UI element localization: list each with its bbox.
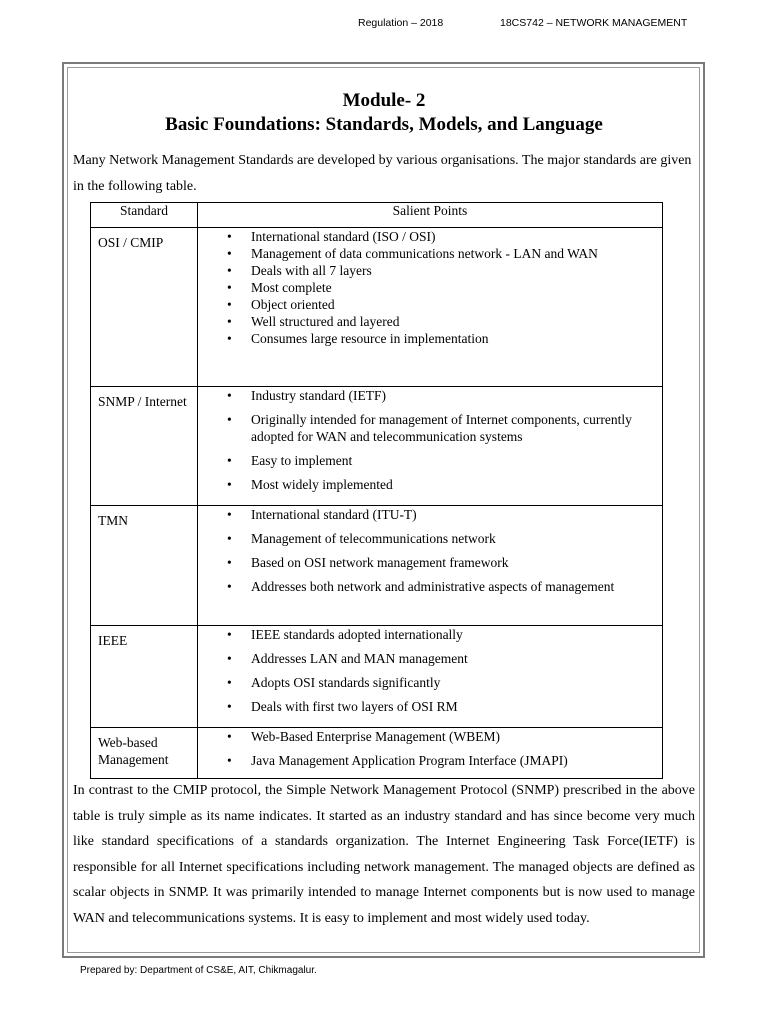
- list-item: • IEEE standards adopted internationally: [198, 626, 662, 643]
- table-row: [91, 626, 663, 728]
- list-item: • Management of telecommunications network: [198, 530, 662, 547]
- list-item: • Based on OSI network management framework: [198, 554, 662, 571]
- list-item: • Addresses both network and administrative aspects of management: [198, 578, 662, 595]
- list-item: • Most widely implemented: [198, 476, 662, 493]
- list-item: • Industry standard (IETF): [198, 387, 662, 404]
- list-item: • Easy to implement: [198, 452, 662, 469]
- column-header-salient-points: Salient Points: [198, 203, 663, 228]
- list-item: • Well structured and layered: [198, 313, 662, 330]
- list-item: • Consumes large resource in implementation: [198, 330, 662, 347]
- salient-points-cell: [198, 626, 663, 728]
- column-header-standard: Standard: [91, 203, 198, 228]
- standards-table: [90, 202, 663, 779]
- course-code-label: 18CS742 – NETWORK MANAGEMENT: [500, 17, 688, 29]
- list-item: • Deals with first two layers of OSI RM: [198, 698, 662, 715]
- table-row: [91, 387, 663, 506]
- page-footer: Prepared by: Department of CS&E, AIT, Chikmagalur.: [80, 965, 317, 976]
- list-item: • Web-Based Enterprise Management (WBEM): [198, 728, 662, 745]
- list-item: • Adopts OSI standards significantly: [198, 674, 662, 691]
- salient-points-cell: [198, 506, 663, 626]
- salient-points-cell: [198, 228, 663, 387]
- salient-points-cell: [198, 728, 663, 779]
- list-item: • Management of data communications network - LAN and WAN: [198, 245, 662, 262]
- table-header-row: [91, 203, 663, 228]
- table-row: [91, 728, 663, 779]
- body-paragraph: In contrast to the CMIP protocol, the Simple Network Management Protocol (SNMP) prescribed in the above table is truly simple as its name indicates. It started as an industry standard and has since become very much like standard specifications of a standards organization. The Internet Engineering Task Force(IETF) is responsible for all Internet specifications including network management. The managed objects are defined as scalar objects in SNMP. It was primarily intended to manage Internet components but is now used to manage WAN and telecommunications systems. It is easy to implement and most widely used today.: [73, 783, 695, 926]
- standard-name: Web-based Management: [91, 728, 198, 779]
- list-item: • Most complete: [198, 279, 662, 296]
- standard-name: TMN: [91, 506, 198, 626]
- page-header: [0, 17, 768, 33]
- list-item: • Object oriented: [198, 296, 662, 313]
- table-row: [91, 506, 663, 626]
- salient-points-list: [198, 228, 662, 347]
- table-row: [91, 228, 663, 387]
- list-item: • Addresses LAN and MAN management: [198, 650, 662, 667]
- list-item: • International standard (ISO / OSI): [198, 228, 662, 245]
- intro-paragraph: Many Network Management Standards are developed by various organisations. The major standards are given in the following table.: [73, 153, 692, 194]
- salient-points-list: [198, 728, 662, 769]
- standard-name: SNMP / Internet: [91, 387, 198, 506]
- standard-name: IEEE: [91, 626, 198, 728]
- list-item: • Originally intended for management of Internet components, currently adopted for WAN and telecommunication systems: [198, 411, 662, 445]
- standard-name: OSI / CMIP: [91, 228, 198, 387]
- list-item: • Java Management Application Program Interface (JMAPI): [198, 752, 662, 769]
- salient-points-cell: [198, 387, 663, 506]
- list-item: • Deals with all 7 layers: [198, 262, 662, 279]
- salient-points-list: [198, 387, 662, 493]
- salient-points-list: [198, 506, 662, 595]
- regulation-label: Regulation – 2018: [358, 17, 444, 29]
- list-item: • International standard (ITU-T): [198, 506, 662, 523]
- salient-points-list: [198, 626, 662, 715]
- module-title: Module- 2: [342, 90, 426, 111]
- module-subtitle: Basic Foundations: Standards, Models, and Language: [165, 114, 603, 135]
